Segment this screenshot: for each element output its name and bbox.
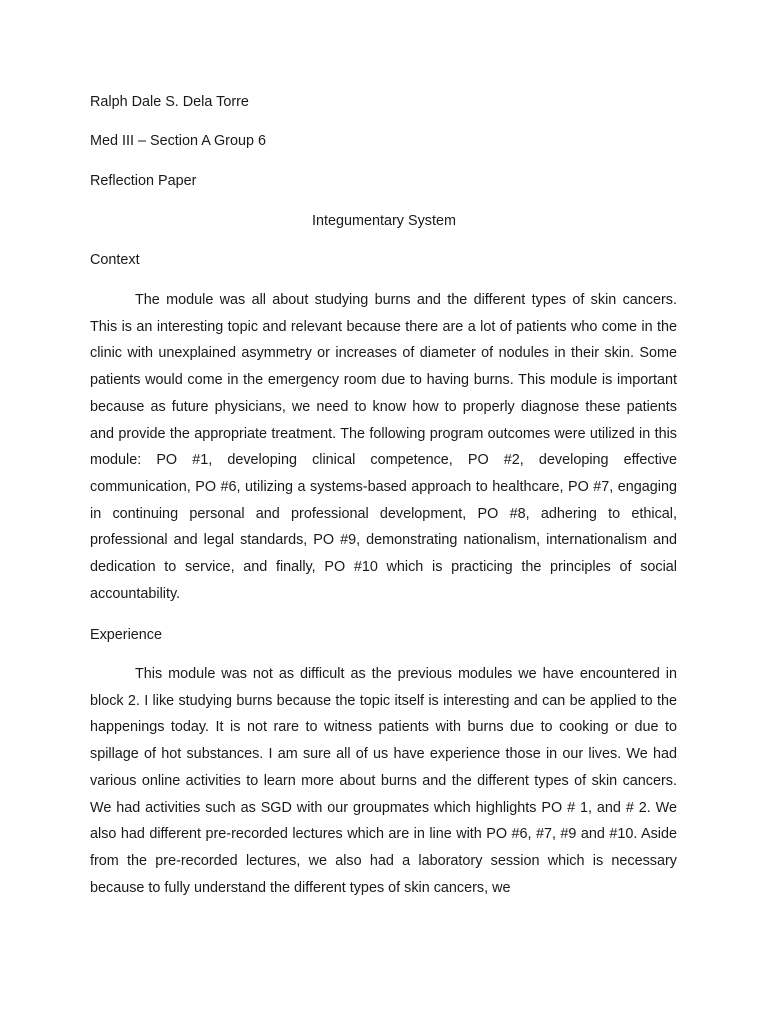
document-title: Integumentary System	[312, 213, 456, 229]
course-section: Med III – Section A Group 6	[90, 133, 266, 149]
document-type: Reflection Paper	[90, 173, 197, 189]
author-name: Ralph Dale S. Dela Torre	[90, 94, 249, 110]
section-heading-experience: Experience	[90, 627, 162, 643]
experience-paragraph: This module was not as difficult as the previous modules we have encountered in block 2. I like studying burns because the topic itself is interesting and can be applied to the happenings today. It is not rare to witness patients with burns due to cooking or due to spillage of hot substances. I am sure all of us have experience those in our lives. We had various online activities to learn more about burns and the different types of skin cancers. We had activities such as SGD with our groupmates which highlights PO # 1, and # 2. We also had different pre-recorded lectures which are in line with PO #6, #7, #9 and #10. Aside from the pre-recorded lectures, we also had a laboratory session which is necessary because to fully understand the different types of skin cancers, we	[90, 666, 677, 896]
section-heading-context: Context	[90, 252, 140, 268]
context-paragraph: The module was all about studying burns and the different types of skin cancers. This is an interesting topic and relevant because there are a lot of patients who come in the clinic with unexplained asymmetry or increases of diameter of nodules in their skin. Some patients would come in the emergency room due to having burns. This module is important because as future physicians, we need to know how to properly diagnose these patients and provide the appropriate treatment. The following program outcomes were utilized in this module: PO #1, developing clinical competence, PO #2, developing effective communication, PO #6, utilizing a systems-based approach to healthcare, PO #7, engaging in continuing personal and professional development, PO #8, adhering to ethical, professional and legal standards, PO #9, demonstrating nationalism, internationalism and dedication to service, and finally, PO #10 which is practicing the principles of social accountability.	[90, 292, 677, 602]
